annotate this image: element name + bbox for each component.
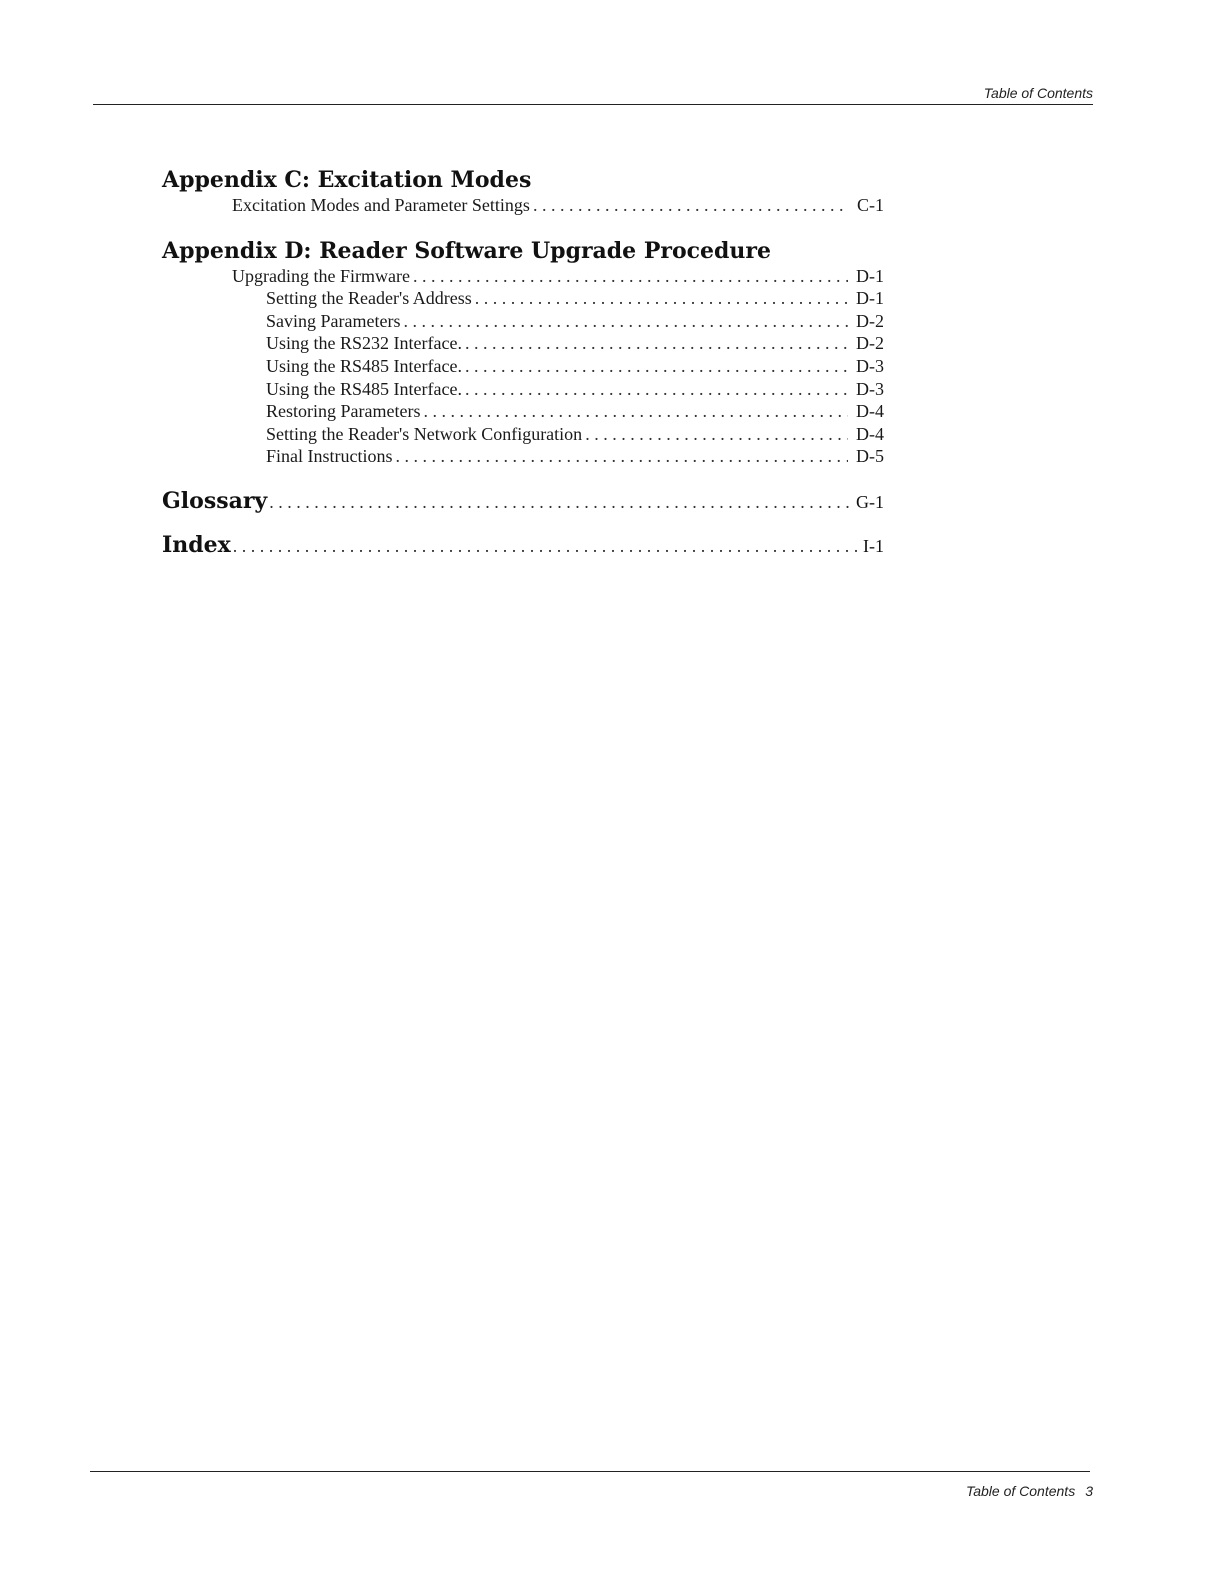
toc-page-ref: D-2 [856, 333, 884, 354]
toc-page-ref: C-1 [857, 195, 884, 215]
toc-page-ref: D-4 [856, 401, 884, 422]
dot-leader [233, 536, 857, 557]
dot-leader [396, 445, 849, 468]
toc-entry[interactable] [162, 287, 884, 310]
toc-page-ref: I-1 [863, 535, 884, 556]
toc-page-ref: D-1 [856, 265, 884, 286]
toc-entry-text: Setting the Reader's Address [266, 288, 472, 309]
toc-page-ref: D-4 [856, 423, 884, 444]
toc-entry[interactable] [162, 445, 884, 468]
toc-entry-text: Saving Parameters [266, 310, 401, 331]
toc-entry[interactable] [162, 310, 884, 333]
toc-entry-text: Using the RS485 Interface. [266, 355, 462, 376]
toc-entry[interactable] [162, 378, 884, 401]
dot-leader [533, 194, 848, 217]
section-title-appendix-c: Appendix C: Excitation Modes [162, 167, 532, 193]
toc-entry-text: Upgrading the Firmware [232, 265, 410, 286]
toc-entry-text: Glossary [162, 487, 268, 514]
toc-entry-index[interactable] [162, 532, 884, 558]
toc-entry[interactable] [162, 355, 884, 378]
toc-page-ref: D-5 [856, 446, 884, 467]
running-header: Table of Contents [983, 85, 1093, 101]
toc-entry[interactable] [162, 332, 884, 355]
toc-entry[interactable] [162, 265, 884, 288]
dot-leader [465, 332, 848, 355]
dot-leader [465, 378, 848, 401]
page-number: 3 [1085, 1483, 1093, 1499]
toc-entry[interactable] [162, 400, 884, 423]
section-title-appendix-d: Appendix D: Reader Software Upgrade Procedure [162, 237, 771, 264]
toc-page-ref: D-3 [856, 378, 884, 399]
dot-leader [403, 310, 848, 333]
dot-leader [269, 492, 850, 513]
toc-entry[interactable] [162, 423, 884, 446]
table-of-contents [162, 166, 884, 576]
toc-section-appendix-d [162, 237, 884, 468]
dot-leader [413, 265, 848, 288]
footer-title: Table of Contents [965, 1483, 1076, 1499]
toc-page-ref: G-1 [856, 491, 884, 512]
toc-entry-glossary[interactable] [162, 488, 884, 514]
dot-leader [475, 287, 848, 310]
footer-rule [90, 1471, 1090, 1472]
toc-section-appendix-c [162, 166, 884, 217]
toc-entry[interactable] [162, 194, 884, 217]
toc-page-ref: D-1 [856, 288, 884, 309]
toc-entry-text: Excitation Modes and Parameter Settings [232, 195, 530, 215]
toc-entry-text: Using the RS232 Interface. [266, 333, 462, 354]
dot-leader [585, 423, 848, 446]
toc-page-ref: D-2 [856, 310, 884, 331]
toc-entry-text: Using the RS485 Interface. [266, 378, 462, 399]
toc-entry-text: Restoring Parameters [266, 401, 421, 422]
dot-leader [465, 355, 848, 378]
running-footer [966, 1483, 1093, 1499]
toc-page-ref: D-3 [856, 355, 884, 376]
header-rule [93, 104, 1093, 105]
toc-entry-text: Index [162, 531, 231, 558]
toc-entry-text: Final Instructions [266, 446, 393, 467]
dot-leader [423, 400, 848, 423]
toc-entry-text: Setting the Reader's Network Configuration [266, 423, 583, 444]
